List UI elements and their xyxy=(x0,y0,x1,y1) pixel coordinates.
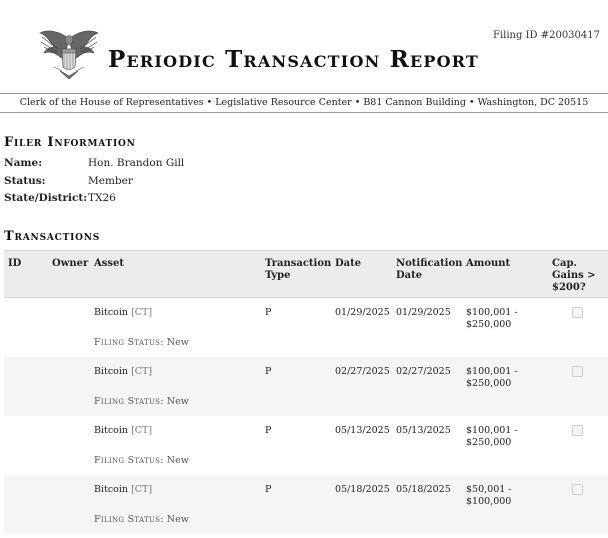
filing-status: Filing Status: New xyxy=(94,337,189,348)
header-rule-bottom xyxy=(0,112,608,113)
table-row xyxy=(4,475,608,534)
filer-district-label: State/District: xyxy=(4,192,88,204)
filer-section-title: Filer Information xyxy=(4,135,136,150)
filer-status-label: Status: xyxy=(4,175,46,187)
date-cell: 05/13/2025 xyxy=(335,425,390,436)
transactions-section-title: Transactions xyxy=(4,229,101,244)
amount-cell: $50,001 - $100,000 xyxy=(466,484,512,507)
table-row xyxy=(4,298,608,357)
header-id: ID xyxy=(8,258,22,269)
filing-status: Filing Status: New xyxy=(94,514,189,525)
header-asset: Asset xyxy=(94,258,124,269)
cap-gains-checkbox[interactable] xyxy=(572,484,583,495)
cap-gains-checkbox[interactable] xyxy=(572,425,583,436)
notification-date-cell: 01/29/2025 xyxy=(396,307,451,318)
header-cap-gains: Cap. Gains > $200? xyxy=(552,258,596,293)
transaction-type-cell: P xyxy=(265,484,272,495)
clerk-line: Clerk of the House of Representatives • Legislative Resource Center • B81 Cannon Building • Washington, DC 20515 xyxy=(19,97,589,108)
filer-name-label: Name: xyxy=(4,157,43,169)
table-row xyxy=(4,357,608,416)
filing-id: Filing ID #20030417 xyxy=(493,30,600,41)
eagle-seal-icon xyxy=(38,27,100,85)
filer-name-value: Hon. Brandon Gill xyxy=(88,157,185,169)
asset-cell: Bitcoin [CT] xyxy=(94,366,153,377)
header-amount: Amount xyxy=(466,258,511,269)
cap-gains-checkbox[interactable] xyxy=(572,366,583,377)
header-date: Date xyxy=(335,258,362,269)
filer-status-value: Member xyxy=(88,175,133,187)
cap-gains-checkbox[interactable] xyxy=(572,307,583,318)
date-cell: 05/18/2025 xyxy=(335,484,390,495)
asset-cell: Bitcoin [CT] xyxy=(94,307,153,318)
transactions-table xyxy=(4,250,608,534)
amount-cell: $100,001 - $250,000 xyxy=(466,425,518,448)
transaction-type-cell: P xyxy=(265,425,272,436)
notification-date-cell: 02/27/2025 xyxy=(396,366,451,377)
asset-cell: Bitcoin [CT] xyxy=(94,484,153,495)
filer-status-row xyxy=(4,175,133,187)
header-notification-date: Notification Date xyxy=(396,258,463,281)
date-cell: 01/29/2025 xyxy=(335,307,390,318)
filing-status: Filing Status: New xyxy=(94,396,189,407)
filer-district-value: TX26 xyxy=(88,192,116,204)
transaction-type-cell: P xyxy=(265,307,272,318)
filing-status: Filing Status: New xyxy=(94,455,189,466)
date-cell: 02/27/2025 xyxy=(335,366,390,377)
header-owner: Owner xyxy=(52,258,89,269)
header-transaction-type: Transaction Type xyxy=(265,258,332,281)
header-rule-top xyxy=(0,93,608,94)
filer-name-row xyxy=(4,157,184,169)
amount-cell: $100,001 - $250,000 xyxy=(466,307,518,330)
notification-date-cell: 05/18/2025 xyxy=(396,484,451,495)
asset-cell: Bitcoin [CT] xyxy=(94,425,153,436)
transaction-type-cell: P xyxy=(265,366,272,377)
table-header xyxy=(4,250,608,298)
filer-district-row xyxy=(4,192,116,204)
notification-date-cell: 05/13/2025 xyxy=(396,425,451,436)
report-title: Periodic Transaction Report xyxy=(108,46,480,73)
amount-cell: $100,001 - $250,000 xyxy=(466,366,518,389)
table-row xyxy=(4,416,608,475)
